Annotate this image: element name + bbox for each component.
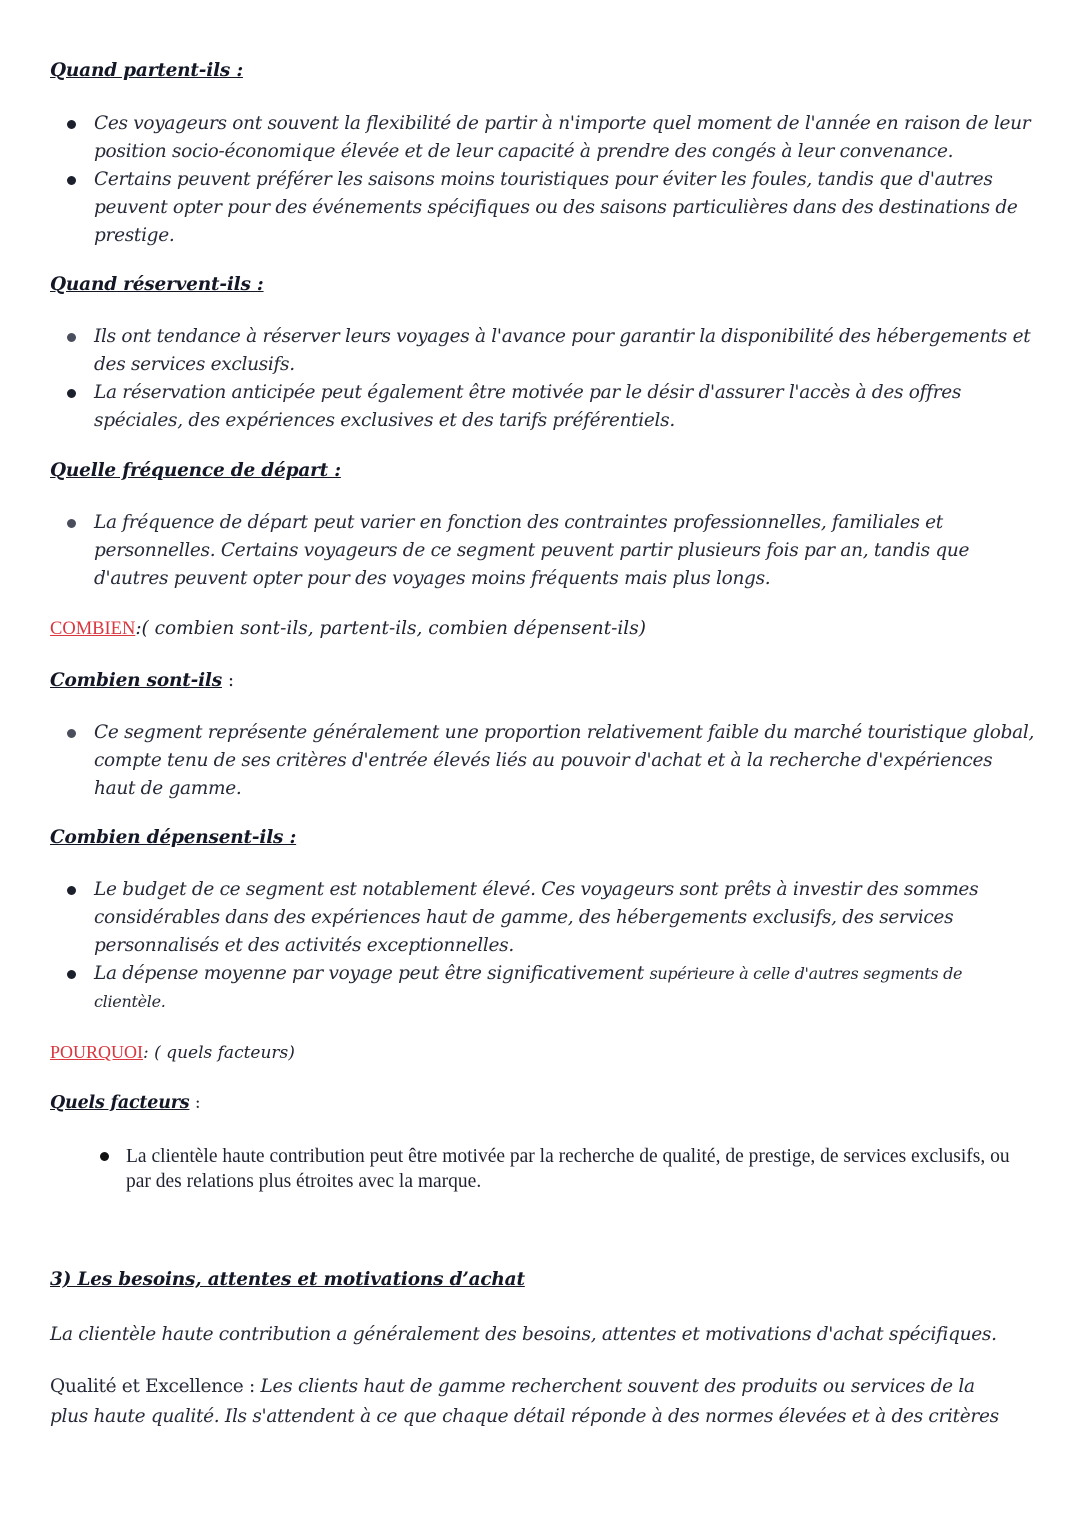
list-item: Le budget de ce segment est notablement élevé. Ces voyageurs sont prêts à investir des sommes considérables dans des expériences haut de gamme, des hébergements exclusifs, des services personnalisés et des activités exceptionnelles. [50, 876, 1035, 960]
bullet-icon [67, 729, 76, 738]
heading-combien-sont: Combien sont-ils [50, 670, 222, 691]
heading-besoins: 3) Les besoins, attentes et motivations d’achat [50, 1269, 525, 1290]
qualite-label: Qualité et Excellence : [50, 1376, 261, 1397]
heading-frequence: Quelle fréquence de départ : [50, 460, 341, 481]
list-quels-facteurs [50, 1144, 1035, 1194]
list-frequence [50, 509, 1035, 593]
heading-quels-facteurs-wrap: Quels facteurs : [50, 1093, 201, 1113]
list-item: Certains peuvent préférer les saisons moins touristiques pour éviter les foules, tandis que d'autres peuvent opter pour des événements spécifiques ou des saisons particulières dans des destinations de prestige. [50, 166, 1035, 250]
combien-subtitle: :( combien sont-ils, partent-ils, combien dépensent-ils) [135, 618, 646, 639]
besoins-intro: La clientèle haute contribution a généralement des besoins, attentes et motivations d'achat spécifiques. [50, 1324, 997, 1345]
list-item: Ils ont tendance à réserver leurs voyages à l'avance pour garantir la disponibilité des hébergements et des services exclusifs. [50, 323, 1035, 379]
list-item: Ce segment représente généralement une proportion relativement faible du marché touristique global, compte tenu de ses critères d'entrée élevés liés au pouvoir d'achat et à la recherche d'expériences haut de gamme. [50, 719, 1035, 803]
bullet-icon [67, 120, 76, 129]
bullet-icon [67, 970, 76, 979]
list-item: La dépense moyenne par voyage peut être significativement supérieure à celle d'autres segments de clientèle. [50, 960, 1035, 1016]
heading-combien-sont-wrap: Combien sont-ils : [50, 670, 235, 691]
bullet-icon [67, 333, 76, 342]
bullet-icon [67, 886, 76, 895]
heading-quand-partent: Quand partent-ils : [50, 60, 243, 81]
pourquoi-label: POURQUOI [50, 1042, 144, 1062]
bullet-icon [67, 176, 76, 185]
combien-label: COMBIEN [50, 619, 136, 639]
heading-quels-facteurs: Quels facteurs [50, 1093, 190, 1113]
heading-quand-reservent: Quand réservent-ils : [50, 274, 264, 295]
list-quand-partent [50, 110, 1035, 250]
list-item: La clientèle haute contribution peut être motivée par la recherche de qualité, de prestige, de services exclusifs, ou par des relations plus étroites avec la marque. [50, 1144, 1035, 1194]
bullet-icon [67, 519, 76, 528]
list-item: La réservation anticipée peut également être motivée par le désir d'assurer l'accès à des offres spéciales, des expériences exclusives et des tarifs préférentiels. [50, 379, 1035, 435]
bullet-icon [67, 389, 76, 398]
section-combien [50, 618, 646, 640]
pourquoi-subtitle: : ( quels facteurs) [143, 1043, 295, 1063]
heading-combien-depensent: Combien dépensent-ils : [50, 827, 297, 848]
bullet-icon [100, 1152, 109, 1161]
list-combien-depensent [50, 876, 1035, 1016]
list-item: La fréquence de départ peut varier en fonction des contraintes professionnelles, familiales et personnelles. Certains voyageurs de ce segment peuvent partir plusieurs fois par an, tandis que d'autres peuvent opter pour des voyages moins fréquents mais plus longs. [50, 509, 1035, 593]
qualite-text: Les clients haut de gamme recherchent souvent des produits ou services de la plus haute qualité. Ils s'attendent à ce que chaque détail réponde à des normes élevées et à des critères [50, 1376, 999, 1427]
list-combien-sont [50, 719, 1035, 803]
list-quand-reservent [50, 323, 1035, 435]
section-pourquoi [50, 1042, 295, 1063]
besoins-qualite [50, 1372, 1010, 1432]
list-item: Ces voyageurs ont souvent la flexibilité de partir à n'importe quel moment de l'année en raison de leur position socio-économique élevée et de leur capacité à prendre des congés à leur convenance. [50, 110, 1035, 166]
